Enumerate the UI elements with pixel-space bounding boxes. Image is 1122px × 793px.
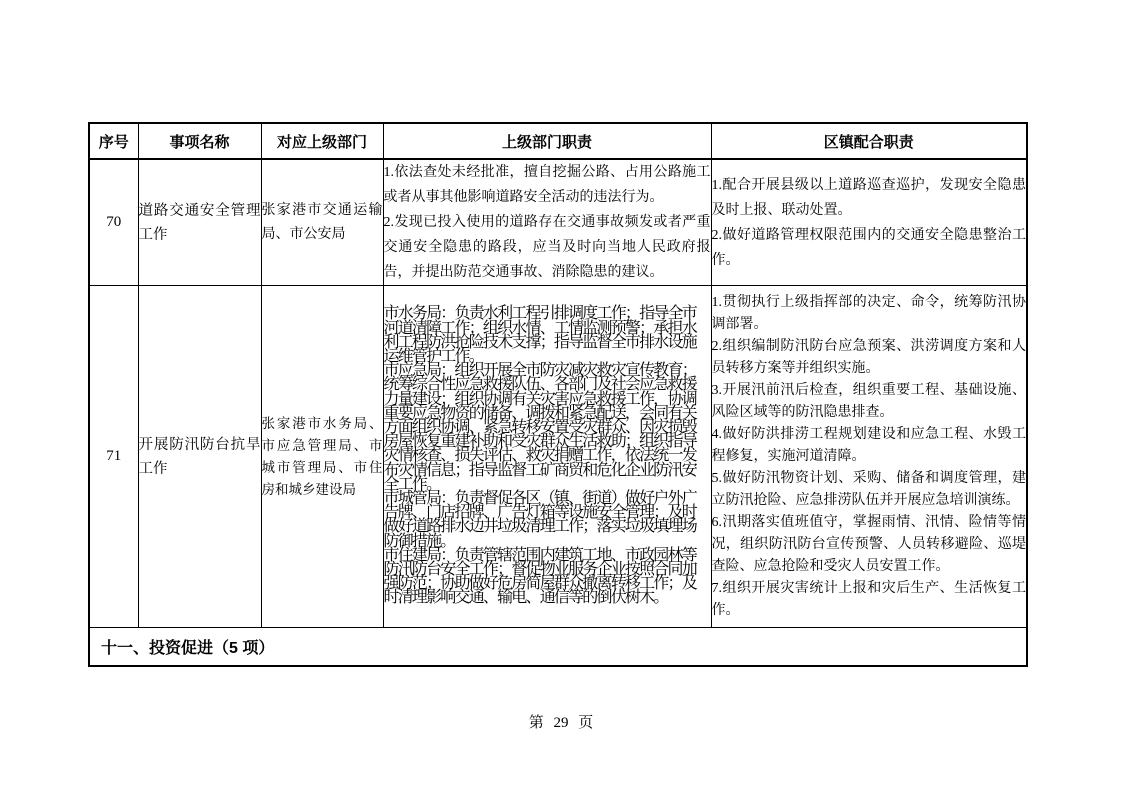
section-title: 十一、投资促进（5 项） [89,628,1027,666]
column-header-superior-duties: 上级部门职责 [383,123,711,159]
garbled-duty-line: 房屋恢复重建补助和受灾群众生活救助；组织指导 [383,433,696,451]
garbled-duty-line: 时清理影响交通、输电、通信等的倒伏树木。 [383,589,668,607]
garbled-duty-line: 河道清障工作；组织水情、工情监测预警；承担水 [383,319,696,337]
column-header-number: 序号 [89,123,138,159]
garbled-duty-line: 利工程防洪抢险技术支撑；指导监督全市排水设施 [383,333,696,351]
table-row [89,286,1027,628]
garbled-duty-line: 防汛防台安全工作；督促物业服务企业按照合同加 [383,561,696,579]
duty-paragraph: 3.开展汛前汛后检查，组织重要工程、基础设施、风险区域等的防汛隐患排查。 [711,382,1026,420]
garbled-duty-line: 市住建局：负责管辖范围内建筑工地、市政园林等 [383,546,696,564]
item-name: 道路交通安全管理工作 [138,159,261,286]
item-name: 开展防汛防台抗旱工作 [138,286,261,628]
duty-paragraph: 1.贯彻执行上级指挥部的决定、命令，统筹防汛协调部署。 [711,294,1026,332]
section-row [89,628,1027,666]
duty-paragraph: 2.发现已投入使用的道路存在交通事故频发或者严重交通安全隐患的路段，应当及时向当地人民政府报告，并提出防范交通事故、消除隐患的建议。 [383,215,711,280]
garbled-duty-line: 布灾情信息；指导监督工矿商贸和危化企业防汛安 [383,461,696,479]
garbled-duty-line: 市应急局：组织开展全市防灾减灾救灾宣传教育； [383,362,696,380]
garbled-duty-line: 灾情核查、损失评估、救灾捐赠工作，依法统一发 [383,447,696,465]
column-header-departments: 对应上级部门 [261,123,383,159]
duty-paragraph: 6.汛期落实值班值守，掌握雨情、汛情、险情等情况，组织防汛防台宣传预警、人员转移避险、巡堤查险、应急抢险和受灾人员安置工作。 [711,514,1026,574]
page-number: 第 29 页 [528,715,594,731]
garbled-duty-line: 全工作。 [383,475,441,493]
table-header-row [89,123,1027,159]
duty-paragraph: 2.做好道路管理权限范围内的交通安全隐患整治工作。 [711,227,1026,268]
column-header-item-name: 事项名称 [138,123,261,159]
column-header-town-duties: 区镇配合职责 [711,123,1027,159]
superior-duties-cell-garbled [383,286,711,628]
garbled-duty-line: 方面组织协调、紧急转移安置受灾群众、因灾损毁 [383,418,696,436]
garbled-duty-line: 统筹综合性应急救援队伍、各部门及社会应急救援 [383,376,696,394]
garbled-duty-line: 做好道路排水边井垃圾清理工作；落实垃圾填埋场 [383,518,696,536]
duties-table [88,122,1028,667]
duty-paragraph: 1.依法查处未经批准，擅自挖掘公路、占用公路施工或者从事其他影响道路安全活动的违法行为。 [383,165,711,205]
town-duties-cell [711,286,1027,628]
table-row [89,159,1027,286]
garbled-duty-line: 运维管护工作。 [383,347,483,365]
garbled-duty-line: 重要应急物资的储备、调拨和紧急配送，会同有关 [383,404,696,422]
duty-paragraph: 5.做好防汛物资计划、采购、储备和调度管理，建立防汛抢险、应急排涝队伍并开展应急培训演练。 [711,470,1026,508]
garbled-duty-line: 市水务局：负责水利工程引排调度工作；指导全市 [383,305,696,323]
duty-paragraph: 4.做好防洪排涝工程规划建设和应急工程、水毁工程修复，实施河道清障。 [711,426,1026,464]
row-number: 70 [89,159,138,286]
row-number: 71 [89,286,138,628]
duty-paragraph: 1.配合开展县级以上道路巡查巡护，发现安全隐患及时上报、联动处置。 [711,177,1026,218]
garbled-duty-line: 告牌、门店招牌、广告灯箱等设施安全管理；及时 [383,504,696,522]
duty-paragraph: 2.组织编制防汛防台应急预案、洪涝调度方案和人员转移方案等并组织实施。 [711,338,1026,376]
town-duties-cell [711,159,1027,286]
duty-paragraph: 7.组织开展灾害统计上报和灾后生产、生活恢复工作。 [711,580,1026,618]
garbled-duty-line: 力量建设；组织协调有关灾害应急救援工作，协调 [383,390,696,408]
garbled-duty-line: 强防范；协助做好危房简屋群众撤离转移工作；及 [383,575,696,593]
departments: 张家港市水务局、市应急管理局、市城市管理局、市住房和城乡建设局 [261,286,383,628]
superior-duties-cell [383,159,711,286]
garbled-duty-line: 防御措施。 [383,532,455,550]
garbled-duty-line: 市城管局：负责督促各区（镇、街道）做好户外广 [383,490,696,507]
departments: 张家港市交通运输局、市公安局 [261,159,383,286]
